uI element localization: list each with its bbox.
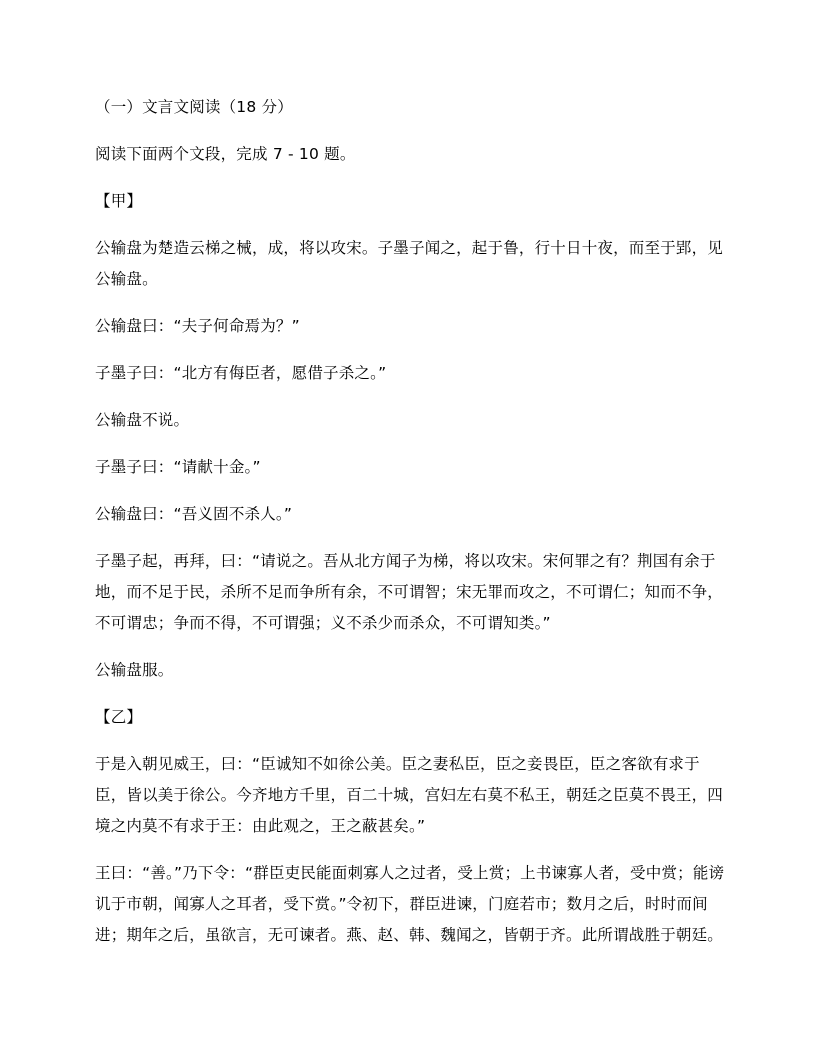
passage-a-paragraph: 子墨子曰：“北方有侮臣者，愿借子杀之。” [95, 364, 387, 382]
passage-a-paragraph: 公输盘为楚造云梯之械，成，将以攻宋。子墨子闻之，起于鲁，行十日十夜，而至于郢，见公输盘。 [95, 239, 724, 288]
section-title: （一）文言文阅读（18 分） [95, 98, 293, 116]
passage-b-paragraph: 王曰：“善。”乃下令：“群臣吏民能面刺寡人之过者，受上赏；上书谏寡人者，受中赏；能谤讥于市朝，闻寡人之耳者，受下赏。”令初下，群臣进谏，门庭若市；数月之后，时时而间进；期年之后，虽欲言，无可谏者。燕、赵、韩、魏闻之，皆朝于齐。此所谓战胜于朝廷。 [95, 864, 725, 944]
passage-a-paragraph: 公输盘曰：“吾义固不杀人。” [95, 505, 293, 523]
document-content [95, 92, 725, 967]
passage-b-label: 【乙】 [95, 708, 143, 726]
passage-a-label: 【甲】 [95, 192, 143, 210]
passage-a-paragraph: 公输盘服。 [95, 661, 174, 679]
passage-a-paragraph: 子墨子曰：“请献十金。” [95, 458, 261, 476]
passage-a-paragraph: 公输盘不说。 [95, 411, 190, 429]
passage-a-paragraph: 公输盘曰：“夫子何命焉为？” [95, 317, 300, 335]
passage-a-paragraph: 子墨子起，再拜，曰：“请说之。吾从北方闻子为梯，将以攻宋。宋何罪之有？荆国有余于地，而不足于民，杀所不足而争所有余，不可谓智；宋无罪而攻之，不可谓仁；知而不争，不可谓忠；争而不得，不可谓强；义不杀少而杀众，不可谓知类。” [95, 552, 724, 632]
instruction-text: 阅读下面两个文段，完成 7 - 10 题。 [95, 145, 356, 163]
passage-b-paragraph: 于是入朝见威王，曰：“臣诚知不如徐公美。臣之妻私臣，臣之妾畏臣，臣之客欲有求于臣，皆以美于徐公。今齐地方千里，百二十城，宫妇左右莫不私王，朝廷之臣莫不畏王，四境之内莫不有求于王：由此观之，王之蔽甚矣。” [95, 755, 724, 835]
